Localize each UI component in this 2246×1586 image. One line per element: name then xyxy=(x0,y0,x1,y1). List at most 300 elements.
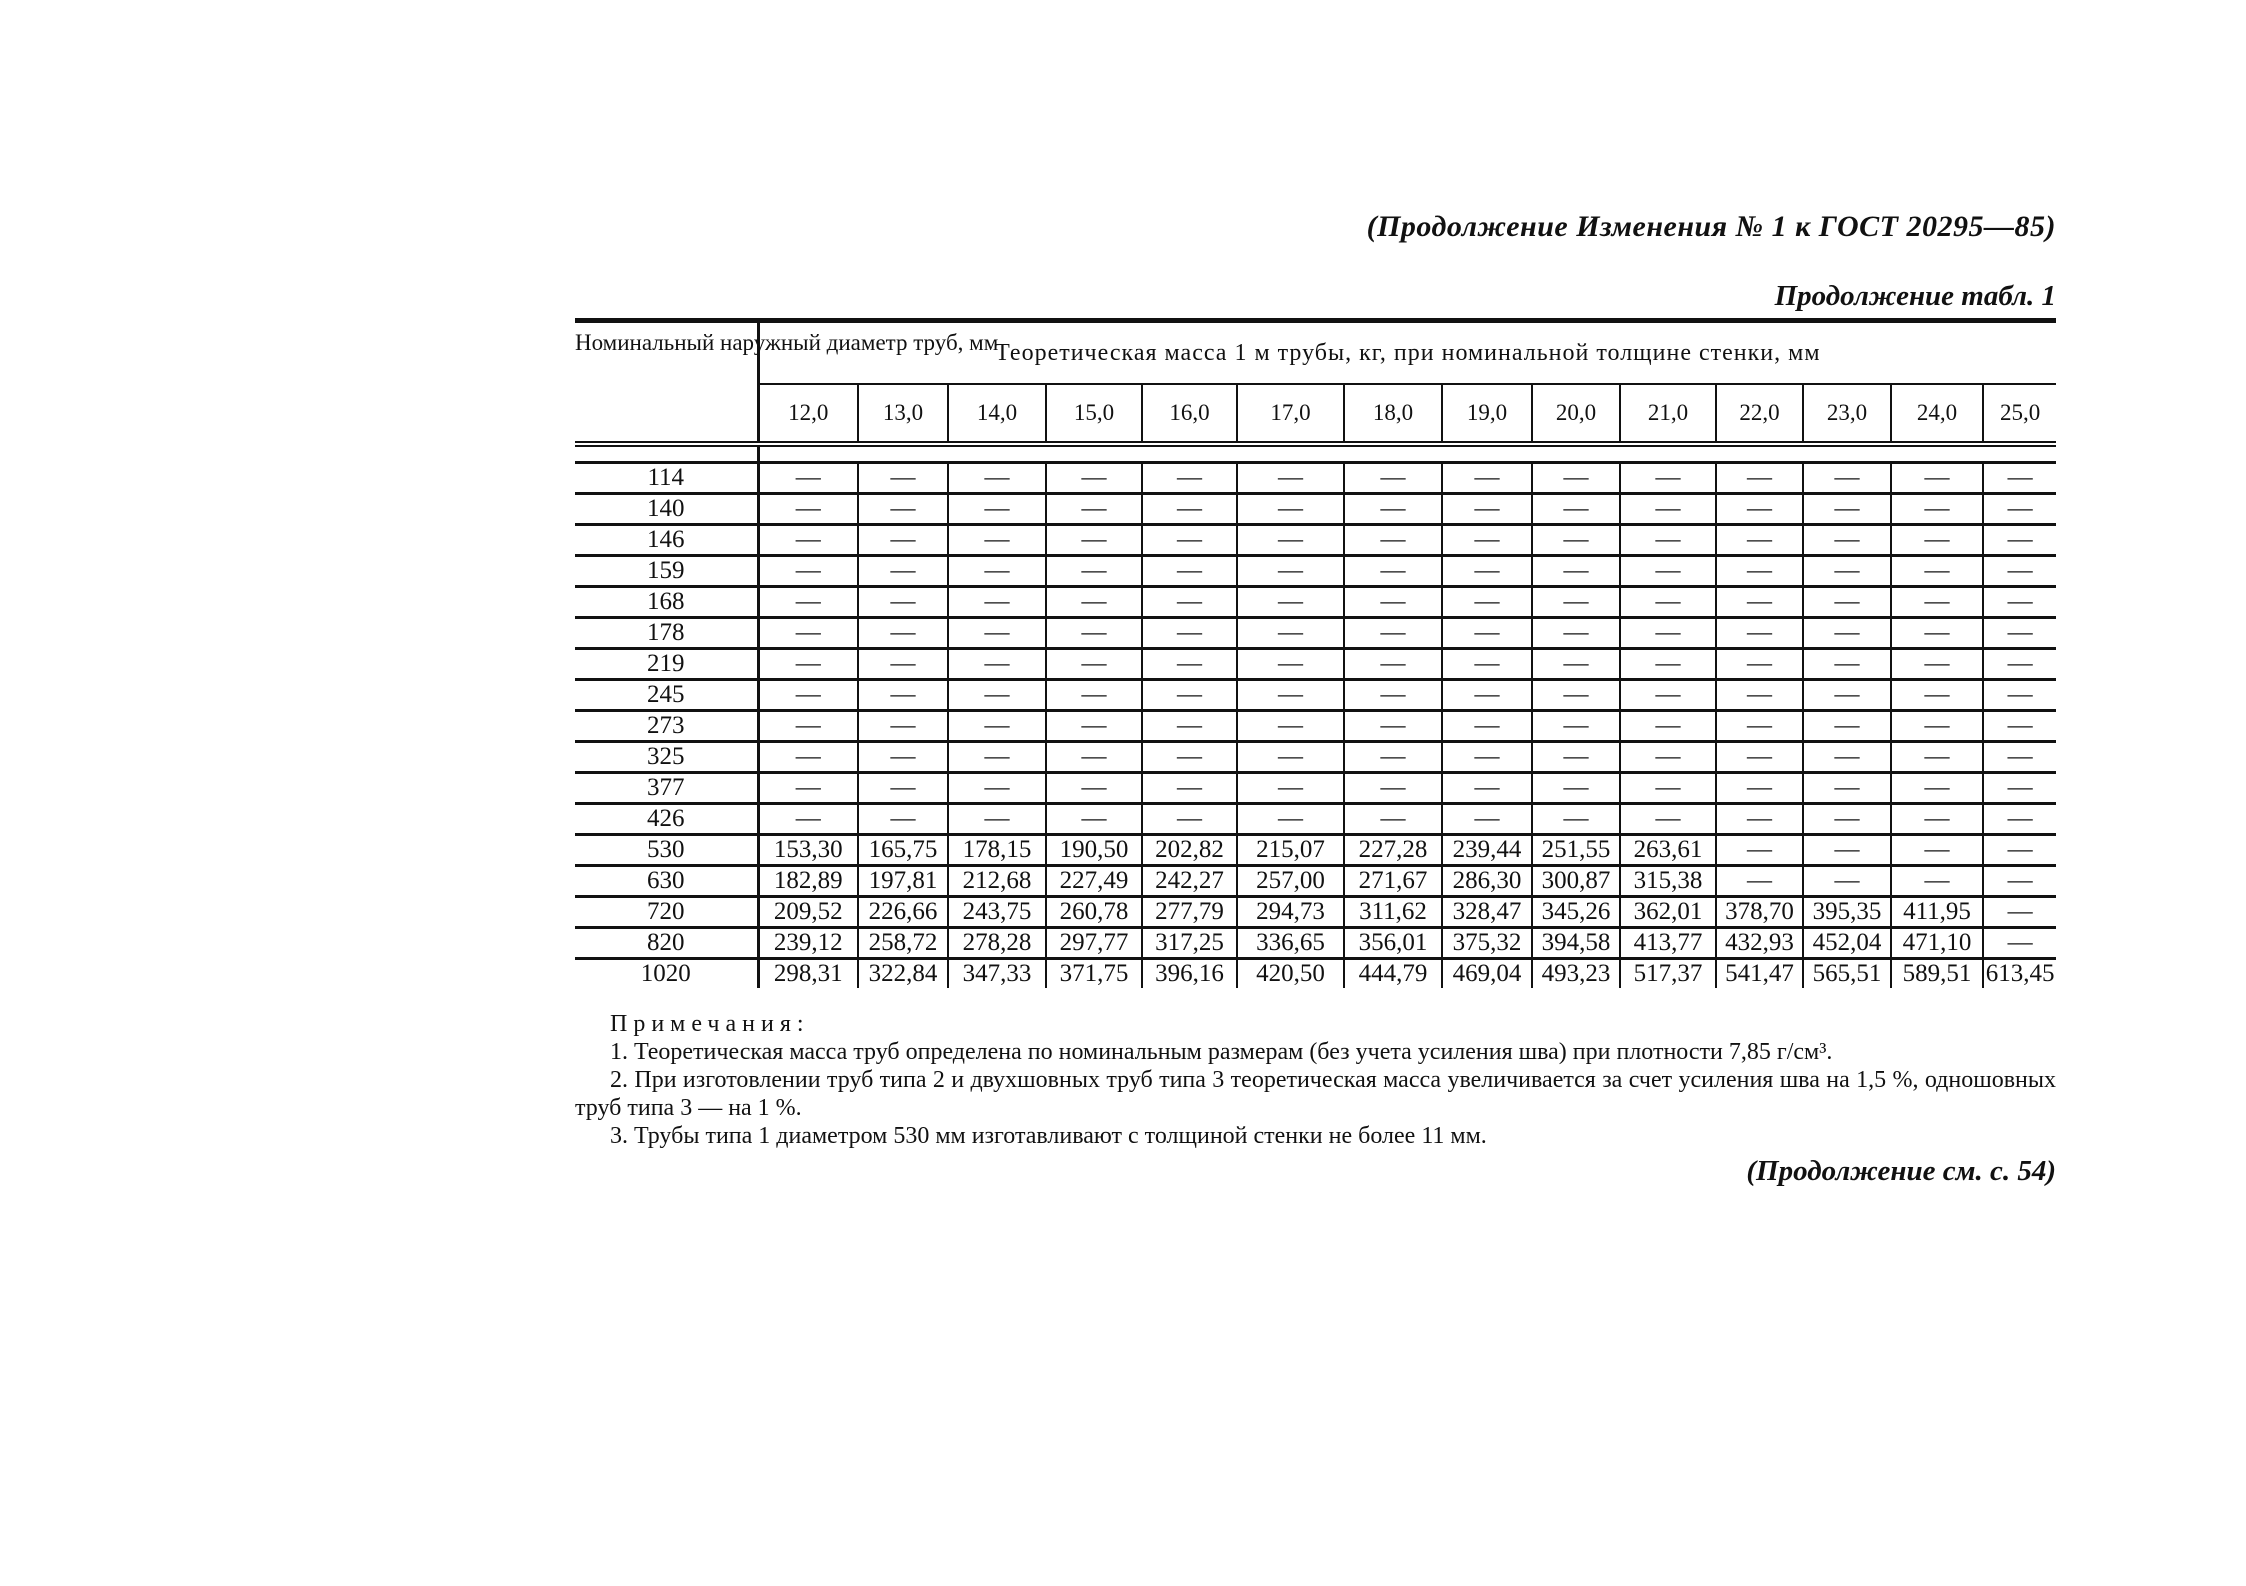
document-continuation-header: (Продолжение Изменения № 1 к ГОСТ 20295—85) xyxy=(1366,210,2056,243)
mass-cell: 378,70 xyxy=(1716,897,1803,928)
mass-cell: — xyxy=(1716,649,1803,680)
mass-cell: 153,30 xyxy=(758,835,858,866)
mass-cell: — xyxy=(1442,711,1532,742)
mass-cell: 420,50 xyxy=(1237,959,1344,989)
mass-cell: — xyxy=(1620,556,1716,587)
thickness-header: 21,0 xyxy=(1620,384,1716,444)
mass-cell: — xyxy=(1983,711,2056,742)
mass-cell: — xyxy=(1237,742,1344,773)
mass-cell: 277,79 xyxy=(1142,897,1237,928)
mass-cell: 182,89 xyxy=(758,866,858,897)
mass-cell: — xyxy=(1532,556,1620,587)
mass-cell: — xyxy=(1344,494,1442,525)
mass-cell: 197,81 xyxy=(858,866,948,897)
mass-cell: — xyxy=(1620,804,1716,835)
table-body xyxy=(575,444,2056,988)
mass-cell: — xyxy=(1442,463,1532,494)
table-row xyxy=(575,897,2056,928)
mass-cell: — xyxy=(1237,463,1344,494)
mass-cell: 347,33 xyxy=(948,959,1046,989)
mass-cell: — xyxy=(1142,773,1237,804)
mass-cell: — xyxy=(1046,742,1142,773)
mass-cell: — xyxy=(1442,742,1532,773)
diameter-cell: 530 xyxy=(575,835,758,866)
mass-cell: — xyxy=(1983,897,2056,928)
mass-cell: 227,49 xyxy=(1046,866,1142,897)
mass-cell: — xyxy=(1716,494,1803,525)
diameter-cell: 146 xyxy=(575,525,758,556)
mass-cell: 328,47 xyxy=(1442,897,1532,928)
table-row xyxy=(575,804,2056,835)
mass-cell: — xyxy=(1046,525,1142,556)
mass-cell: — xyxy=(1532,494,1620,525)
diameter-cell: 140 xyxy=(575,494,758,525)
mass-cell: — xyxy=(1803,525,1891,556)
mass-cell: — xyxy=(1983,835,2056,866)
mass-cell: 190,50 xyxy=(1046,835,1142,866)
mass-cell: — xyxy=(1891,494,1983,525)
mass-cell: — xyxy=(1716,711,1803,742)
mass-cell: — xyxy=(1983,556,2056,587)
mass-cell: — xyxy=(1142,804,1237,835)
mass-cell: 411,95 xyxy=(1891,897,1983,928)
mass-cell: — xyxy=(1046,556,1142,587)
mass-cell: — xyxy=(758,711,858,742)
mass-cell: — xyxy=(1891,680,1983,711)
mass-cell: — xyxy=(1983,494,2056,525)
table-row xyxy=(575,618,2056,649)
mass-cell: — xyxy=(948,773,1046,804)
mass-cell: — xyxy=(1344,742,1442,773)
mass-cell: — xyxy=(1983,618,2056,649)
mass-cell: — xyxy=(1716,835,1803,866)
diameter-cell: 325 xyxy=(575,742,758,773)
notes-section xyxy=(575,1010,2056,1150)
mass-cell: — xyxy=(1344,649,1442,680)
mass-cell: — xyxy=(1716,525,1803,556)
mass-cell: — xyxy=(1344,680,1442,711)
mass-cell: 541,47 xyxy=(1716,959,1803,989)
mass-cell: 413,77 xyxy=(1620,928,1716,959)
mass-cell: — xyxy=(1983,866,2056,897)
mass-cell: — xyxy=(1237,556,1344,587)
mass-cell: 613,45 xyxy=(1985,960,2055,987)
mass-cell: — xyxy=(858,525,948,556)
mass-cell: — xyxy=(1237,494,1344,525)
mass-cell: — xyxy=(1046,494,1142,525)
mass-cell: — xyxy=(1803,680,1891,711)
table-row xyxy=(575,773,2056,804)
mass-cell: — xyxy=(1046,804,1142,835)
mass-cell: 286,30 xyxy=(1442,866,1532,897)
table-continuation-caption: Продолжение табл. 1 xyxy=(1774,280,2056,312)
mass-cell: — xyxy=(1237,587,1344,618)
mass-cell: — xyxy=(758,556,858,587)
table-row xyxy=(575,463,2056,494)
mass-cell: — xyxy=(1344,463,1442,494)
mass-cell: — xyxy=(948,711,1046,742)
mass-cell: — xyxy=(1142,525,1237,556)
mass-group-header: Теоретическая масса 1 м трубы, кг, при номинальной толщине стенки, мм xyxy=(758,321,2056,385)
mass-cell: — xyxy=(1891,463,1983,494)
mass-cell: — xyxy=(948,556,1046,587)
mass-cell: — xyxy=(1891,587,1983,618)
mass-cell: 239,12 xyxy=(758,928,858,959)
mass-cell: — xyxy=(1442,649,1532,680)
mass-cell: 362,01 xyxy=(1620,897,1716,928)
thickness-header: 13,0 xyxy=(858,384,948,444)
mass-cell: 165,75 xyxy=(858,835,948,866)
mass-cell: — xyxy=(1891,618,1983,649)
mass-cell: — xyxy=(1142,649,1237,680)
mass-cell: — xyxy=(1046,680,1142,711)
diameter-cell: 219 xyxy=(575,649,758,680)
mass-cell: — xyxy=(1532,804,1620,835)
mass-cell: — xyxy=(1442,680,1532,711)
table-row xyxy=(575,959,2056,989)
table-row xyxy=(575,835,2056,866)
mass-cell: 239,44 xyxy=(1442,835,1532,866)
mass-cell: — xyxy=(1344,773,1442,804)
table-row xyxy=(575,494,2056,525)
mass-cell: — xyxy=(758,618,858,649)
mass-cell: 469,04 xyxy=(1442,959,1532,989)
mass-cell: — xyxy=(1803,587,1891,618)
diameter-cell: 1020 xyxy=(575,959,758,989)
mass-cell: — xyxy=(1142,463,1237,494)
mass-cell: — xyxy=(1532,525,1620,556)
mass-cell: 589,51 xyxy=(1891,959,1983,989)
table-row xyxy=(575,649,2056,680)
mass-cell: — xyxy=(1803,835,1891,866)
mass-cell: — xyxy=(758,742,858,773)
mass-cell: — xyxy=(1891,866,1983,897)
mass-cell: — xyxy=(858,649,948,680)
mass-cell: — xyxy=(1532,463,1620,494)
diameter-cell: 245 xyxy=(575,680,758,711)
mass-cell: 260,78 xyxy=(1046,897,1142,928)
mass-cell: 452,04 xyxy=(1803,928,1891,959)
mass-cell: — xyxy=(1532,711,1620,742)
table-row xyxy=(575,525,2056,556)
mass-cell: — xyxy=(1532,649,1620,680)
mass-cell: 263,61 xyxy=(1620,835,1716,866)
mass-cell: — xyxy=(948,680,1046,711)
mass-cell: 297,77 xyxy=(1046,928,1142,959)
mass-cell: — xyxy=(1237,773,1344,804)
mass-cell: — xyxy=(1803,556,1891,587)
mass-cell: — xyxy=(1442,587,1532,618)
mass-cell: 317,25 xyxy=(1142,928,1237,959)
mass-cell: — xyxy=(1532,773,1620,804)
mass-cell: 300,87 xyxy=(1532,866,1620,897)
mass-cell: — xyxy=(1803,804,1891,835)
thickness-header: 18,0 xyxy=(1344,384,1442,444)
page-continuation-footer: (Продолжение см. с. 54) xyxy=(1746,1155,2056,1187)
mass-cell: — xyxy=(758,804,858,835)
mass-cell: — xyxy=(1142,556,1237,587)
mass-cell: — xyxy=(1142,587,1237,618)
mass-cell: — xyxy=(858,680,948,711)
mass-cell: — xyxy=(1442,525,1532,556)
mass-cell: — xyxy=(1716,556,1803,587)
mass-cell: — xyxy=(1344,804,1442,835)
mass-cell: 209,52 xyxy=(758,897,858,928)
mass-cell: — xyxy=(1803,866,1891,897)
mass-cell: — xyxy=(758,587,858,618)
mass-cell: — xyxy=(1803,463,1891,494)
mass-cell: — xyxy=(1620,618,1716,649)
thickness-header: 24,0 xyxy=(1891,384,1983,444)
diameter-cell: 159 xyxy=(575,556,758,587)
mass-cell: 471,10 xyxy=(1891,928,1983,959)
mass-cell: — xyxy=(1983,587,2056,618)
mass-cell: 432,93 xyxy=(1716,928,1803,959)
mass-cell: 395,35 xyxy=(1803,897,1891,928)
mass-cell: 202,82 xyxy=(1142,835,1237,866)
mass-cell: 178,15 xyxy=(948,835,1046,866)
mass-cell: — xyxy=(1803,742,1891,773)
table-row xyxy=(575,680,2056,711)
mass-cell: 215,07 xyxy=(1237,835,1344,866)
mass-cell: — xyxy=(1237,618,1344,649)
mass-cell: — xyxy=(1046,773,1142,804)
mass-cell: — xyxy=(1891,525,1983,556)
thickness-header: 20,0 xyxy=(1532,384,1620,444)
mass-cell: — xyxy=(1237,711,1344,742)
mass-cell: — xyxy=(1983,525,2056,556)
table-row xyxy=(575,866,2056,897)
mass-cell: — xyxy=(858,556,948,587)
mass-cell: — xyxy=(1142,742,1237,773)
mass-cell: 271,67 xyxy=(1344,866,1442,897)
mass-cell: — xyxy=(758,525,858,556)
note-1: 1. Теоретическая масса труб определена по номинальным размерам (без учета усиления шва) при плотности 7,85 г/см³. xyxy=(610,1039,1833,1065)
mass-cell: — xyxy=(1046,711,1142,742)
mass-cell: — xyxy=(1983,804,2056,835)
mass-cell: — xyxy=(1344,618,1442,649)
mass-cell: — xyxy=(858,587,948,618)
mass-cell: — xyxy=(1620,742,1716,773)
mass-cell: 258,72 xyxy=(858,928,948,959)
mass-cell: — xyxy=(1983,742,2056,773)
mass-cell: 251,55 xyxy=(1532,835,1620,866)
header-spacer-row xyxy=(575,444,2056,463)
mass-cell: — xyxy=(1891,556,1983,587)
mass-cell: — xyxy=(1237,804,1344,835)
thickness-header: 14,0 xyxy=(948,384,1046,444)
mass-cell: — xyxy=(1046,618,1142,649)
note-3: 3. Трубы типа 1 диаметром 530 мм изготавливают с толщиной стенки не более 11 мм. xyxy=(610,1123,1487,1149)
mass-cell: — xyxy=(1620,680,1716,711)
mass-cell: 444,79 xyxy=(1344,959,1442,989)
mass-cell: — xyxy=(1532,680,1620,711)
mass-cell: — xyxy=(858,773,948,804)
mass-cell: 517,37 xyxy=(1620,959,1716,989)
mass-cell: — xyxy=(1803,649,1891,680)
mass-cell: — xyxy=(1716,463,1803,494)
mass-cell: — xyxy=(858,618,948,649)
mass-cell: — xyxy=(948,649,1046,680)
notes-title: Примечания: xyxy=(610,1011,810,1037)
mass-cell: — xyxy=(948,463,1046,494)
mass-cell: — xyxy=(1891,711,1983,742)
mass-cell: — xyxy=(1803,773,1891,804)
mass-cell: — xyxy=(858,742,948,773)
diameter-cell: 114 xyxy=(575,463,758,494)
mass-cell: — xyxy=(1891,804,1983,835)
mass-cell: — xyxy=(1716,804,1803,835)
mass-cell: — xyxy=(1344,587,1442,618)
mass-cell: — xyxy=(1716,773,1803,804)
mass-cell: — xyxy=(948,804,1046,835)
mass-cell: — xyxy=(948,587,1046,618)
mass-cell: — xyxy=(1983,463,2056,494)
mass-cell: 322,84 xyxy=(858,959,948,989)
mass-cell: — xyxy=(1983,928,2056,959)
mass-cell: — xyxy=(1142,711,1237,742)
mass-cell: 394,58 xyxy=(1532,928,1620,959)
mass-cell: — xyxy=(758,463,858,494)
mass-cell: — xyxy=(1532,587,1620,618)
mass-cell: 278,28 xyxy=(948,928,1046,959)
mass-cell: — xyxy=(1716,866,1803,897)
thickness-header: 25,0 xyxy=(1983,384,2056,444)
diameter-cell: 178 xyxy=(575,618,758,649)
diameter-cell: 273 xyxy=(575,711,758,742)
mass-cell: — xyxy=(1983,680,2056,711)
mass-cell: — xyxy=(1716,618,1803,649)
mass-cell: — xyxy=(1046,649,1142,680)
table-row xyxy=(575,928,2056,959)
mass-cell: — xyxy=(1891,742,1983,773)
mass-cell: — xyxy=(1620,494,1716,525)
mass-cell: — xyxy=(1142,618,1237,649)
mass-table-container xyxy=(575,318,2056,988)
mass-cell: — xyxy=(1620,587,1716,618)
mass-cell: 565,51 xyxy=(1803,959,1891,989)
mass-cell: — xyxy=(858,463,948,494)
mass-cell: — xyxy=(1620,525,1716,556)
mass-cell: — xyxy=(1620,463,1716,494)
mass-cell: — xyxy=(948,742,1046,773)
mass-cell: — xyxy=(948,618,1046,649)
mass-cell: 371,75 xyxy=(1046,959,1142,989)
thickness-header: 15,0 xyxy=(1046,384,1142,444)
thickness-header-row xyxy=(575,384,2056,444)
diameter-cell: 377 xyxy=(575,773,758,804)
mass-cell: 396,16 xyxy=(1142,959,1237,989)
mass-cell: 227,28 xyxy=(1344,835,1442,866)
mass-cell: 336,65 xyxy=(1237,928,1344,959)
mass-cell: 345,26 xyxy=(1532,897,1620,928)
table-row xyxy=(575,711,2056,742)
mass-cell: 257,00 xyxy=(1237,866,1344,897)
mass-cell: — xyxy=(858,494,948,525)
mass-cell: 375,32 xyxy=(1442,928,1532,959)
mass-cell: — xyxy=(1716,742,1803,773)
mass-cell: 226,66 xyxy=(858,897,948,928)
mass-cell: — xyxy=(1891,649,1983,680)
mass-cell: — xyxy=(1046,587,1142,618)
mass-cell: — xyxy=(1803,711,1891,742)
mass-cell: — xyxy=(1442,804,1532,835)
mass-cell: 315,38 xyxy=(1620,866,1716,897)
thickness-header: 23,0 xyxy=(1803,384,1891,444)
mass-cell: — xyxy=(1344,556,1442,587)
thickness-header: 22,0 xyxy=(1716,384,1803,444)
note-2: 2. При изготовлении труб типа 2 и двухшовных труб типа 3 теоретическая масса увеличивается за счет усиления шва на 1,5 %, одношовных труб типа 3 — на 1 %. xyxy=(575,1067,2056,1121)
mass-cell: — xyxy=(1237,680,1344,711)
mass-cell: — xyxy=(1891,773,1983,804)
mass-cell: 311,62 xyxy=(1344,897,1442,928)
mass-cell: 294,73 xyxy=(1237,897,1344,928)
mass-cell: — xyxy=(758,680,858,711)
table-row xyxy=(575,742,2056,773)
mass-cell: — xyxy=(1442,618,1532,649)
pipe-mass-table xyxy=(575,318,2056,988)
mass-cell: — xyxy=(1803,494,1891,525)
mass-cell: — xyxy=(948,525,1046,556)
mass-cell: — xyxy=(1237,525,1344,556)
thickness-header: 12,0 xyxy=(758,384,858,444)
diameter-column-header: Номинальный наружный диаметр труб, мм xyxy=(575,321,758,445)
mass-cell: — xyxy=(1442,556,1532,587)
mass-cell: — xyxy=(1344,525,1442,556)
thickness-header: 16,0 xyxy=(1142,384,1237,444)
mass-cell: 356,01 xyxy=(1344,928,1442,959)
mass-cell: — xyxy=(1620,649,1716,680)
mass-cell: — xyxy=(758,649,858,680)
mass-cell: — xyxy=(1532,618,1620,649)
table-row xyxy=(575,556,2056,587)
mass-cell: — xyxy=(1532,742,1620,773)
mass-cell: — xyxy=(1803,618,1891,649)
mass-cell: 242,27 xyxy=(1142,866,1237,897)
mass-cell: — xyxy=(1983,773,2056,804)
mass-cell: — xyxy=(1442,773,1532,804)
mass-cell: — xyxy=(858,804,948,835)
mass-cell: — xyxy=(858,711,948,742)
mass-cell: — xyxy=(1142,494,1237,525)
mass-cell: — xyxy=(1442,494,1532,525)
mass-cell: — xyxy=(758,773,858,804)
mass-cell: — xyxy=(1142,680,1237,711)
diameter-cell: 720 xyxy=(575,897,758,928)
diameter-cell: 820 xyxy=(575,928,758,959)
table-row xyxy=(575,587,2056,618)
mass-cell: — xyxy=(1891,835,1983,866)
thickness-header: 17,0 xyxy=(1237,384,1344,444)
table-header xyxy=(575,321,2056,445)
mass-cell: 212,68 xyxy=(948,866,1046,897)
thickness-header: 19,0 xyxy=(1442,384,1532,444)
mass-cell: — xyxy=(1620,711,1716,742)
mass-cell: — xyxy=(1716,680,1803,711)
mass-cell: — xyxy=(1344,711,1442,742)
mass-cell: — xyxy=(1620,773,1716,804)
diameter-cell: 630 xyxy=(575,866,758,897)
mass-cell: — xyxy=(1237,649,1344,680)
mass-cell: — xyxy=(948,494,1046,525)
diameter-cell: 168 xyxy=(575,587,758,618)
diameter-cell: 426 xyxy=(575,804,758,835)
mass-cell: 243,75 xyxy=(948,897,1046,928)
mass-cell: — xyxy=(1716,587,1803,618)
mass-cell: 298,31 xyxy=(758,959,858,989)
mass-cell: — xyxy=(758,494,858,525)
mass-cell: — xyxy=(1983,649,2056,680)
